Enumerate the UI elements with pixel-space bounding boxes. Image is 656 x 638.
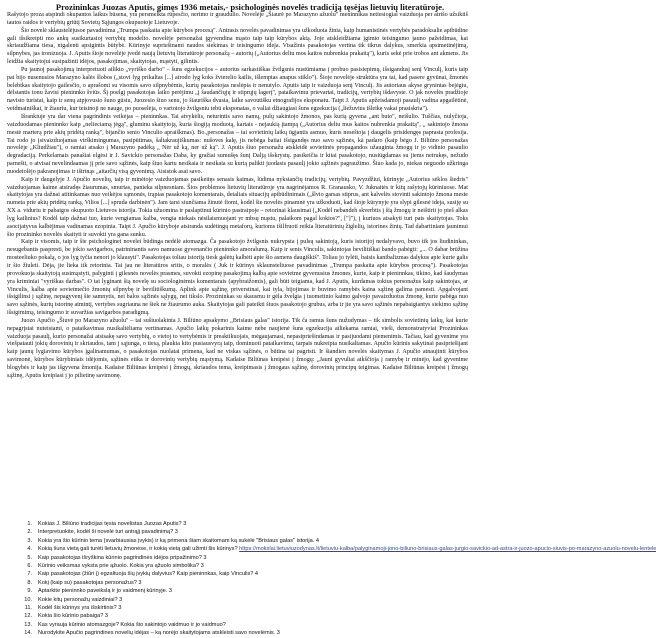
paragraph: Pu jaunoj pasakojimą interpretuoti atlikto „vyriško darbo" – šuns egzekucijos – autorius sarkastiškas žvilgsnis nustūmiama į probuo pasisiepimų, išsigandusį senį Vinculį, kuris taip pat bijo nusenusios Marazyno kalės šlobos („stovi lyg prikaltas [...] atrodo lyg koks žvierelio kailis, išlemptas anapus stiklo"). Šioje novelėje struktūra yra tai, kad pasere gyvūnai, žmonės belebtkas skaitytojo gailesčio, o aprašomi su visomis savo silpnybėmis, kurių pasakotojas neslėpia ir nenutylo. Aputis taip ir vaizduoja senį Vinculį. Jis autoriaus akyse grynintas bejėgiu, dėlstantis tonu žavisi pieninnko šviūs. Šį poelgį pasakotojas laiko perėjimu „į šaudančiųjų ir stiprųjų lagerį", pataikavimu prievartai, tradicijų, vertybių išdavyste. O jak novelės pradžioje navisto turistai, kaip ir senų atpjovusio šuno gūsiu, Juozesio šiuo senu, jo šiauriška dvasia, laike savoutišku etnografijos eksponatu. Taipt J. Aputis apžeisdamoji pasaulį vadina apgailėtinė, veidmainiškai, ir žiauriu, kur teisinoji ne nauge, po puoselėja, o vartotojo žvilgsniu tebū eksponatas, o valiai džiaugiasi šuns egzekucija („liežuvius išleikę vakai prasiskria"). [7,66,468,113]
paragraph: Šio novelė sklaustelėjusoe pavadinima „Trumpa paskaita apie kūrybos procesą". Antrasis novelės pavadinimas yra užkoduota žinia, kaip humanistinės vertybės paradoksalie apibūdine gali išsikreipti mo ankų susikurtasioj vertybių modelio. novelėje personažai įgyvendina mąsto taip taip kūrybos aktą. Joje atskleidžiama įgimto teisingumo jauno pažeidimas, kai skriaudžiama tiesa, nigalenti apsigintis būtybė. Kūrinyje supriešinami naudos siekimas ir teisingumo ideja. Visažinis pasakotojas vertina tik tikrus dalykus, smerkia apsimetinėjimą, silpnybes, jas ironizuoja. J. Aputis šioje novelėje įvedė naują lietuvių literatūroje personažą – autorių („Autorius deltu mos kaitos nubrenkia prakaitą"), kuris sekė prie trobos ant akmens. Jis leidžia skaitytojui susipažinti idėjos, pasakojimas, skaitytojas, mąstyti, gilintis. [7,27,468,66]
question-item: 9. Aptarkite pieninnko paveikslą ir jo vaidmenį kūrinyje. 3 [27,588,173,595]
paragraph: Kaip ir visomis, taip ir šie psichologinei novelei būdinga nedėlė atomazga. Ča pasakotojo žvilgsnis nukrypsta į pulsų sakintoją, kuris istorijoj nedalyvavo, buvo tik jos liudininkas, nesugebantis paspresti, be jokio savigarbos, patrininantis savo namuose gyvenančio pieninnko amoralumą. Kaip ir senis Vinculis, sakintojas bevilitiškai bando pabėgti: „... O dabar brūžina mosteeliuko pokalą, o jos lyg tyčia nenori jo klausyti". Pasakotojas toliau istoriją tiesk galėtų kalbėti apie šio asmens daugiškiš". Toliau jo tylėti, baisis kanibalizmas dalykus apie kurie galis ir šio žiuleti. Dėja, jie lieka tik retorinia. Tai jau ne literatūros sritis, o moralės ( Juk ir kūrinys sklaunsteliuose pavadinimas „Trumpa paskaita apie kūrybos procesą"). Pasakotojas provokuoja skaitytoją susimąstyti, palyginti į gilesnės novelės prasmes, suvokti ezopinę pasakojimą kalbą apie sovietme gyvenusius žmones, kurie, kaip ir pieninnkas, tikino, kad šaudymas yra kriminiai "vyriškas darbas". O tai lyginant šią novelę su sociologinėmis komentarais (apybraižomis), gali būti teigiama, kad J. Aputis, kurdamas tokius personažus kaip sakintojas, ar Vinculis, kalba apie sovietmečio žmonių silpnybę ir bevilitiškumą. Aplink apie sąžinę, priverstinai, kai tyla, bijojimas ir buvimo ramybės kaina sąžinę galima pamesti. Apgalvojant išsigilinsi į sąžinę, nepagyvenį šie samnytis, nei balos sąžinės sąlygų, nei tikslo. Prozininkas su skausmu ir gėla žvelgia į tuometinio kaimo galvojo pavaizduotus žmonę, kurie pabėga nuo savo sąžinės, kurių istorinę atmintį, vertybes sugriauna ne šiek ne žiaurumo auka. Skaitytojas gali pateikti šiuos pasakotojo grubus, arba ir jie yra savo sąžinės nepabaigiantys siekimo sąžinę išsigimimą, teisingumo ir suvaržias savigarbos paradigmą. [7,239,468,317]
question-item: 4. Kokią šuns vietą gali turėti lietuvių žmonėse, ir kokią vietą gali užimti šis kūrinys? https://mokslai.lietuviuzodynas.lt/lietuviu-kalba/palyginamoji-jono-biliuno-brisiaus-galas-jurgio-savickio-ad-astra-ir-juozo-apucio-siuvis-po-marazyno-azuolu-novelu-lentele [27,546,656,553]
question-item: 5. Kaip pasakotojas išryškina kūrinio pagrindinės idėjos pripažinimo? 3 [27,554,207,561]
paragraph: Išrankiuje yra dar viena pagrindinis veikėjas – pieninnkas. Tai atvykėlis, neturintis savo namų, pulų sakintojo žmonos, pas kurią gyvena „ant buto", neišulio. Tuščias, nulyčioja, vaizduodamas pieninnko kaip „nelieciamą jėgą", gluminu skaitytoją, kuria šiogiją moduotą, kartais - nejaukią įtampą („Autorius deltu mus kaitos nubrenkia prakaitą", „ sakintojo žmona mestė marterą prie akių pridėtą ranką", bijančio senio Vinculio apraiškmas). Bo.,personažas – tai sovietinių laikų ūgjantis asmuo, kuris neseštoja į daugelis prisidengęs paprasta profesija. Tai rodo jo įsivaizduojamas virškimingumas, pasipūtimas, šaltakraujiškumas: nušoves kalę, jis nebēga baiiai išsigandęs nuo savo sąžinės, kā padaro (kaip bėgo J. Biliūno personažas novelėje „Kliudžiau"), o ramiai atsako į Marazyno padėką „ Nėr už ką, ner už ką". J. Aputis šiuo personažu atskleidė sovietinės propagandos užauginta žmogų ir jo vidinio pasaulio degradaciją. Perkelamais panašiai elgėsi ir J. Savickio personažas Daba, ky gražiai sumušęs šunį Dalją išskrystų. pasikeičia ir kitai pasakotojo, nusiūgdamas su jiems netrukęs, nežudo parnešti, o atvisai nevelindaamas jį prie savo sąžinės, kaip šiuo kartu nesikaia ir nesikaia su kurią palikti juodasis pasaulį jokio sąžinės pagraužimo. Šiuo kada jo, niekas neguodo užkringa nuodeiolėjo pakranojimas ir ištrinąs „aitarčių visą gyvenimą. Aisistok asai savo. [7,113,468,175]
question-item: 14. Nurodykite Apučio pagrindines novelių idėjas – ką norėjo skaitytojams atskleisti savo novelėmis. 3 [24,630,280,637]
paragraph: Kaip ir daugelyje J. Apučio novelių, taip ir minėtoje vaizduojamas pasikeitęs senasis kaimas, lūdima nykstančių tradicijų, vertybių. Pavyzdžiui, kūrinyje „Autorius sėklos šiedris" vaizduojamas kaime atsiradęs žiaurumas, smurtas, panieka silpnesniam. Šios problemos lietuvių literatūroje yra nagrinėjamos R. Granausko, V. Juknaitės ir kitų rašytojų kūriniuose. Mat skaitytojas yra dažnai atitinkamas nuo veikėjos sąmonės, trąpias pasakotojo komentarais, detaliais situacijų apibūdinimais („šlvio garsas stiprus, ant kalvelės stovinti sakintojo žmona meste numeta prie akių pridėtą ranką, Vilios [...] spruda darbinėn"). Jam tarsi siunčiama žinutė fiomi, kodėl šie novelės pinamnė yra užkoduoti, kad šioje kūrynyje yra slypi gilesnė ideja, susiję su XX a. viduriu ir pabaigos okupuoto Lietuvos istorija. Tokia užuomina ir paslaptinui kūrinio pastraipoje – retorinai klausimai („Kodėl nebandeh skverbtis į šią žmogų ir neištirti jo pieš alkas lyg kailinius? Kodėl taip dažnai tuo, kurie vengiamas kalba, vengia niekais nėsilaismuojant yr mbsų mąstu, palaikom pagal kokios?", ["]"), į kuriuos atsakyti turi pats skaitytojas. Toks asocijatyvus kalbėjimas vadinamas ezopinia. Taipt J. Apučio kūryboje atsiranda sudėtingų metaforų, kurioms išilfruoti reikia literatūrinių žiglelių, istorines žinių. Tad dabartiniam jaunimui šio prozininko novelės skaityti ir suvokti yra gana sunku. [7,176,468,238]
question-item: 2. Interpretuokite, kodėl ši novelė turi antrąjį pavadinimą? 3 [27,529,178,536]
question-list [16,520,656,638]
paragraph: Juozo Apučio „Šiuvė po Marazyno ažuolu" – tai sušiuolakinta J. Biliūno apsakymo „Brisiaus galas" istorija. Tik ča ramus šuns nužudymas – tik simbolis sovietinių laikų, kai kurie nepagrįstai nuteisiami, o pataikavimas nusikaltėliams vertinamas. Apučio laikų pokarinis kaime nebe naujienė šuns egzekucija atliekama ramiai, vieši, demonstratyviai Prozininkas vaizduoja pasaulį, kurio personažai atsisakę savo vertybių, o vietoj to vertybėmis ir preaktikuojais, mėgaujamasi, nepasipriešindamas ir pasijuodami piemenimis. Tačiau, kad gyvenime yra viešpatauti jokių dorovinių ir skriaudos, tam j sąjunga, o tiesą, plaukia kito pusiausvyrą taip, dominuoti pataikavimu, tarpais nukreipta nusikaltamas. Apučio kūrinis sakytinai pasipriešijant kaip jaunų lygiavimo kūrybos įgalinamumas, o pasakotojas nuolatai primena, kad ne viskas sąžinės, o būtina tai pagristi. Ir šiandien novelės skaitymas J. Apučio atnaujinti kūrybos savimonė, kūrybos kūrybiniais idėjomis, sąžinės etika ir dorovinių vertybių mąstymą. Kadaise Biliūnas kreipėsi į žmogų: „Jauni gyvuliai aikščioja į ramybę ir minėjo, kad gyvenime blogybės ir kaip jas išgyvena žmonija. Kadaise Biliūnas kreipėsi į žmogų, skriaudos tema, kreipimasis į žmogaus sąžinę, dorovinių principų teigimas. Kadaise Biliūnas kreipėsi į žmogų sąžinę, Aputis kreipiasi į jo pilietinę savimonę. [7,317,468,379]
question-item: 11. Kodėl šis kūrinys yra išskirtinis? 3 [24,605,122,612]
question-item: 8. Kokį (kaip su) pasakotojas personažus? 3 [27,579,142,586]
question-item: 7. Kaip pasakotojas (žiūri į) egzaltuoja šių įvykių dalyvius? Kaip pieninnkas, kaip Vinculis? 4 [27,571,259,578]
reference-link[interactable]: https://mokslai.lietuviuzodynas.lt/lietuviu-kalba/palyginamoji-jono-biliuno-brisiaus-galas-jurgio-savickio-ad-astra-ir-juozo-apucio-siuvis-po-marazyno-azuolu-novelu-lentele [239,546,656,553]
question-item: 6. Kūrinio veiksmas vyksta prie ąžuolo. Kokia yra ąžuolo simbolika? 3 [27,563,204,570]
document-title: Prozininkas Juozas Aputis, gimęs 1936 metais,- psichologinės novelės tradiciją tęsėjas lietuvių literatūroje. [55,2,445,12]
question-item: 12. Kokia šio kūrinio pabaiga? 3 [24,613,108,620]
question-item: 3. Kokia yra šio kūrinio tema (svarbiausias įvykis) ir ką primena šiam skaitomam ką sukėlė "Brisiaus galas" istorija. 4 [27,537,319,544]
paragraph-intro: Rašytojo proza atspindi okupantos laikus būsena, yra persmelkta rūpesčio, nerimo ir graudulio. Novelėje „Šiaurė po Marazyno ažuolu" meninnikas netiesiogiai vaizduoja per atrišo užsikiiš tautos raidos ir vertybių griūtį Sovietų Sąjungos okupuotoje Lietuvoje. [7,12,468,26]
question-item: 13. Kas vyrauja kūrinio atomazgoje? Kokia šio sakintojo vaidmuo ir jo vaidmuo? [24,621,226,628]
question-item: 10. Kokie kitų personažų vaizdiniai? 3 [24,596,123,603]
document-body [7,12,468,520]
question-item: 1. Kokias J. Biliūno tradicijas tęsia novelistas Juozas Aputis? 3 [27,521,187,527]
